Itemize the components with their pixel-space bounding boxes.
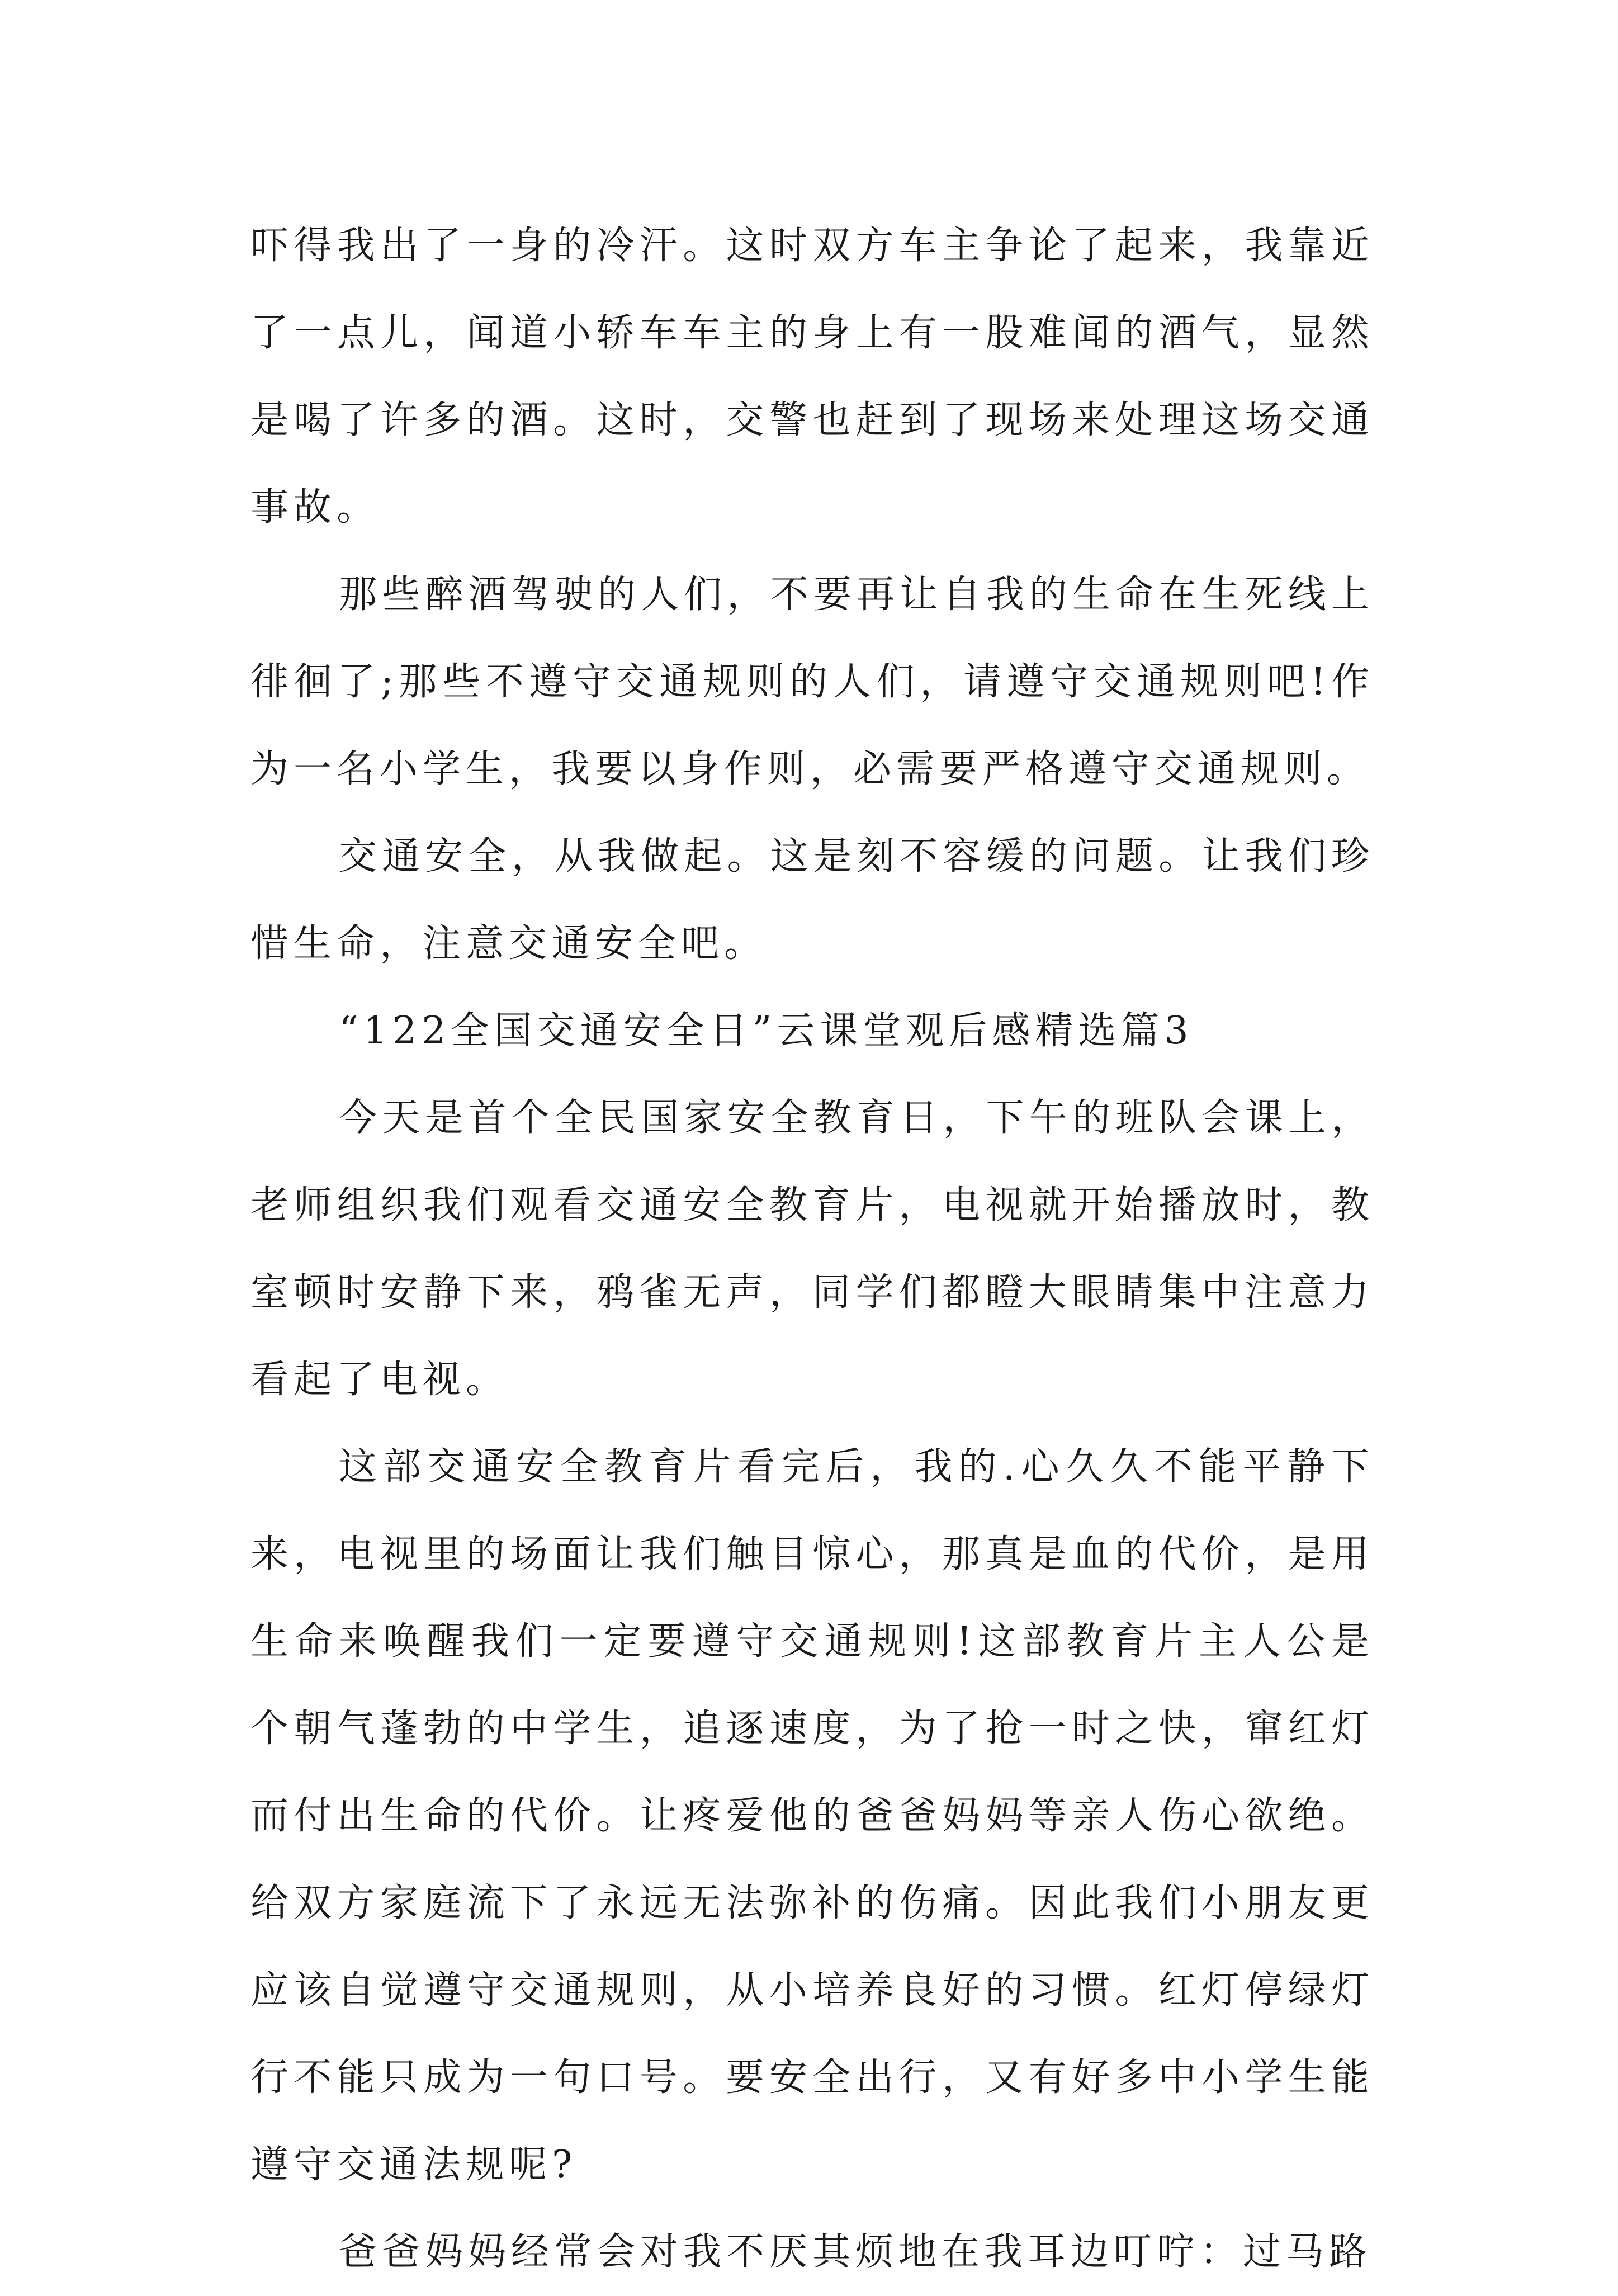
paragraph-2: 那些醉酒驾驶的人们，不要再让自我的生命在生死线上徘徊了;那些不遵守交通规则的人们，请遵守交通规则吧!作为一名小学生，我要以身作则，必需要严格遵守交通规则。	[250, 573, 1374, 791]
paragraph-5: 这部交通安全教育片看完后，我的.心久久不能平静下来，电视里的场面让我们触目惊心，那真是血的代价，是用生命来唤醒我们一定要遵守交通规则!这部教育片主人公是个朝气蓬勃的中学生，追逐速度，为了抢一时之快，窜红灯而付出生命的代价。让疼爱他的爸爸妈妈等亲人伤心欲绝。给双方家庭流下了永远无法弥补的伤痛。因此我们小朋友更应该自觉遵守交通规则，从小培养良好的习惯。红灯停绿灯行不能只成为一句口号。要安全出行，又有好多中小学生能遵守交通法规呢?	[250, 1445, 1374, 2187]
paragraph-4: 今天是首个全民国家安全教育日，下午的班队会课上，老师组织我们观看交通安全教育片，电视就开始播放时，教室顿时安静下来，鸦雀无声，同学们都瞪大眼睛集中注意力看起了电视。	[250, 1096, 1374, 1402]
paragraph-1: 吓得我出了一身的冷汗。这时双方车主争论了起来，我靠近了一点儿，闻道小轿车车主的身上有一股难闻的酒气，显然是喝了许多的酒。这时，交警也赶到了现场来处理这场交通事故。	[250, 224, 1374, 530]
paragraph-6: 爸爸妈妈经常会对我不厌其烦地在我耳边叮咛：过马路	[339, 2230, 1373, 2274]
paragraph-3: 交通安全，从我做起。这是刻不容缓的问题。让我们珍惜生命，注意交通安全吧。	[250, 834, 1374, 966]
document-body	[250, 202, 1374, 2296]
section-heading: “122全国交通安全日”云课堂观后感精选篇3	[339, 1009, 1194, 1053]
